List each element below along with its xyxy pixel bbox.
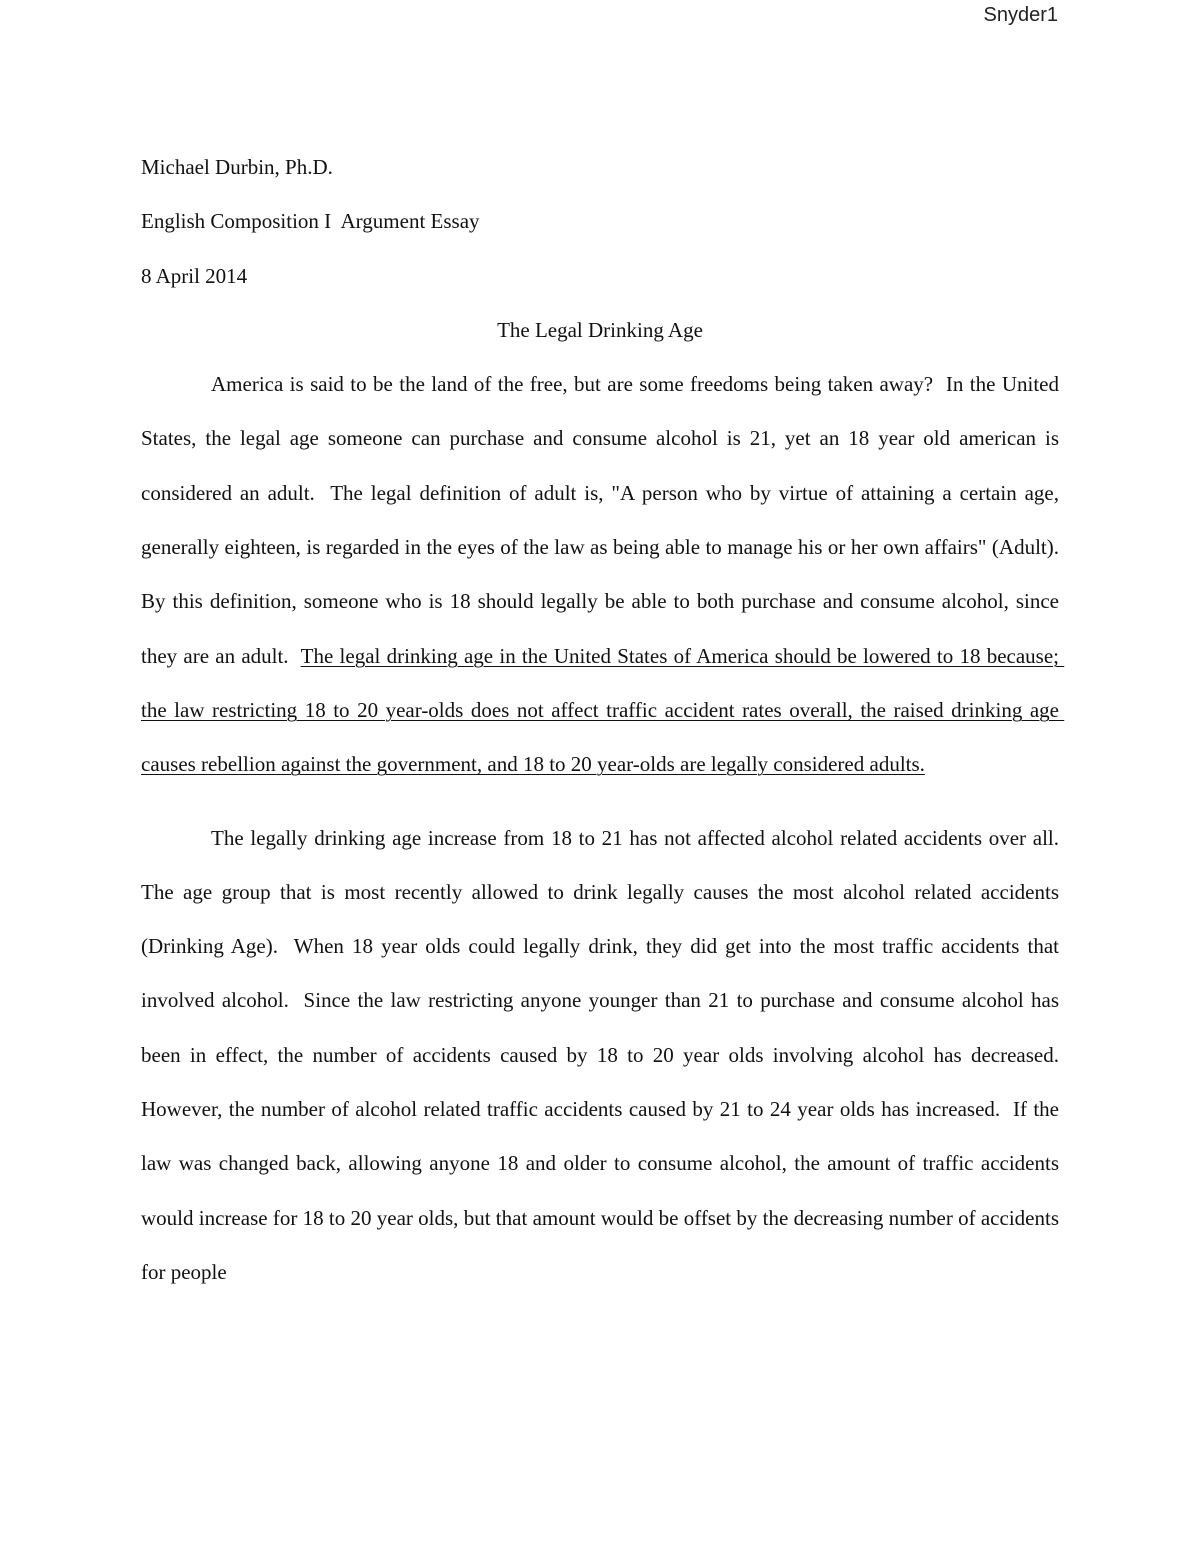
- paragraph-spacer: [141, 792, 1059, 811]
- paragraph-accidents: The legally drinking age increase from 18 to 21 has not affected alcohol related accidents over all. The age group that is most recently allowed to drink legally causes the most alcohol related accidents (Drinking Age). When 18 year olds could legally drink, they did get into the most traffic accidents that involved alcohol. Since the law restricting anyone younger than 21 to purchase and consume alcohol has been in effect, the number of accidents caused by 18 to 20 year olds involving alcohol has decreased. However, the number of alcohol related traffic accidents caused by 21 to 24 year olds has increased. If the law was changed back, allowing anyone 18 and older to consume alcohol, the amount of traffic accidents would increase for 18 to 20 year olds, but that amount would be offset by the decreasing number of accidents for people: [141, 825, 1070, 1284]
- course-line: English Composition I Argument Essay: [141, 209, 480, 234]
- running-head: Snyder1: [983, 4, 1058, 26]
- instructor-line: Michael Durbin, Ph.D.: [141, 155, 333, 179]
- thesis-statement: The legal drinking age in the United States of America should be lowered to 18 because; the law restricting 18 to 20 year-olds does not affect traffic accident rates overall, the raised drinking age causes rebellion against the government, and 18 to 20 year-olds are legally considered adults.: [141, 643, 1065, 777]
- date-line: 8 April 2014: [141, 263, 248, 288]
- intro-text: America is said to be the land of the free, but are some freedoms being taken away? In the United States, the legal age someone can purchase and consume alcohol is 21, yet an 18 year old american is considered an adult. The legal definition of adult is, "A person who by virtue of attaining a certain age, generally eighteen, is regarded in the eyes of the law as being able to manage his or her own affairs" (Adult). By this definition, someone who is 18 should legally be able to both purchase and consume alcohol, since they are an adult.: [141, 372, 1070, 668]
- essay-body: [141, 140, 1070, 1299]
- paragraph-intro: [141, 357, 1070, 791]
- essay-title: The Legal Drinking Age: [497, 317, 703, 342]
